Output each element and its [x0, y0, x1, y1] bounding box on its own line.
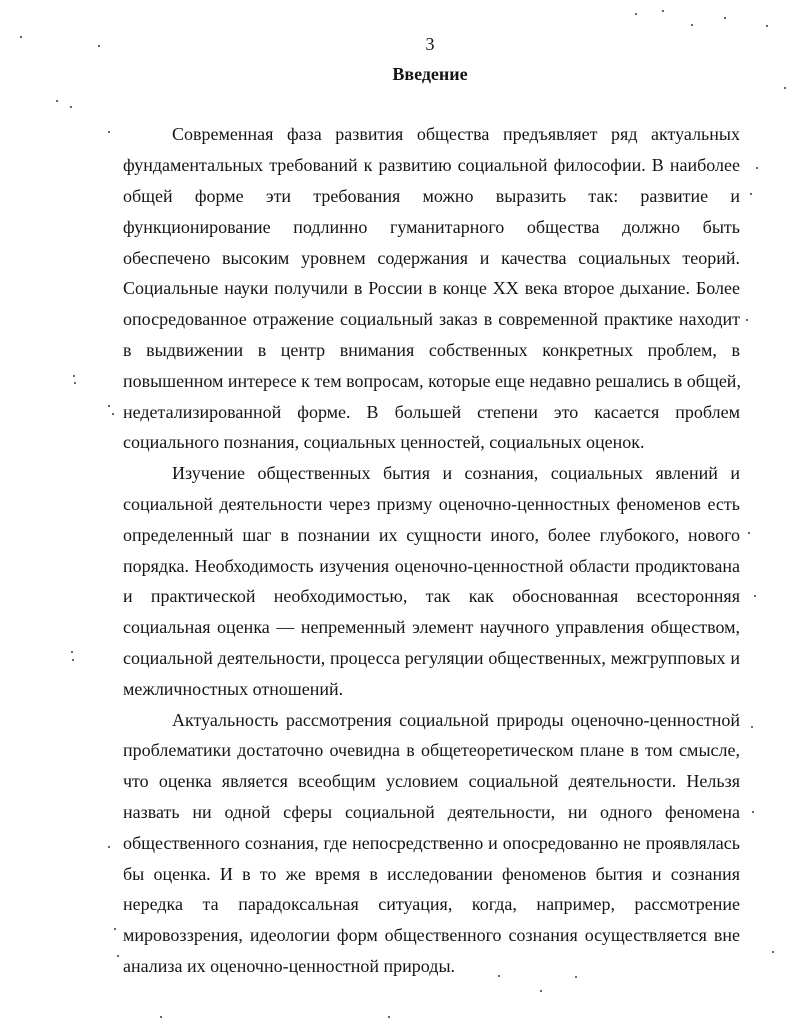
text-line: нередка та парадоксальная ситуация, когда, например, рассмотрение	[123, 894, 740, 914]
scan-speck	[98, 45, 100, 47]
scan-speck	[691, 24, 693, 26]
text-line: социальной деятельности через призму оценочно-ценностных феноменов есть	[123, 494, 740, 514]
text-line: повышенном интересе к тем вопросам, которые еще недавно решались в общей,	[123, 371, 741, 391]
text-line: опосредованное отражение социальный заказ в современной практике находит	[123, 309, 740, 329]
scan-speck	[56, 100, 58, 102]
text-line: бы оценка. И в то же время в исследовании феноменов бытия и сознания	[123, 864, 740, 884]
scan-speck	[772, 951, 774, 953]
text-line: проблематики достаточно очевидна в общетеоретическом плане в том смысле,	[123, 740, 740, 760]
scan-speck	[108, 846, 110, 848]
text-line: порядка. Необходимость изучения оценочно-ценностной области продиктована	[123, 556, 740, 576]
text-line: Актуальность рассмотрения социальной природы оценочно-ценностной	[172, 710, 740, 730]
scan-speck	[108, 405, 110, 407]
text-line: социального познания, социальных ценностей, социальных оценок.	[123, 432, 645, 452]
scan-speck	[108, 131, 110, 133]
scan-speck	[73, 375, 75, 377]
scan-speck	[756, 167, 758, 169]
scan-speck	[71, 651, 73, 653]
text-line: анализа их оценочно-ценностной природы.	[123, 956, 456, 976]
text-line: в выдвижении в центр внимания собственных конкретных проблем, в	[123, 340, 740, 360]
scan-speck	[754, 595, 756, 597]
scan-speck	[635, 13, 637, 15]
scan-speck	[575, 976, 577, 978]
text-line: функционирование подлинно гуманитарного общества должно быть	[123, 217, 740, 237]
scan-speck	[750, 193, 752, 195]
scan-speck	[388, 1016, 390, 1018]
scan-speck	[114, 928, 116, 930]
scan-speck	[498, 975, 500, 977]
text-line: определенный шаг в познании их сущности иного, более глубокого, нового	[123, 525, 740, 545]
text-line: межличностных отношений.	[123, 679, 344, 699]
text-line: Изучение общественных бытия и сознания, социальных явлений и	[172, 463, 740, 483]
text-line: что оценка является всеобщим условием социальной деятельности. Нельзя	[123, 771, 740, 791]
scan-speck	[112, 413, 114, 415]
scan-speck	[540, 990, 542, 992]
text-line: общественного сознания, где непосредственно и опосредованно не проявлялась	[123, 833, 740, 853]
page-number: 3	[425, 34, 435, 54]
scan-speck	[748, 532, 750, 534]
scan-speck	[160, 1016, 162, 1018]
text-line: и практической необходимостью, так как обоснованная всесторонняя	[123, 586, 740, 606]
text-line: фундаментальных требований к развитию социальной философии. В наиболее	[123, 155, 740, 175]
scan-speck	[746, 319, 748, 321]
text-line: мировоззрения, идеологии форм общественного сознания осуществляется вне	[123, 925, 740, 945]
scan-speck	[662, 10, 664, 12]
text-line: недетализированной форме. В большей степени это касается проблем	[123, 402, 740, 422]
text-line: общей форме эти требования можно выразить так: развитие и	[123, 186, 740, 206]
text-line: социальная оценка — непременный элемент научного управления обществом,	[123, 617, 740, 637]
scan-speck	[784, 87, 786, 89]
scan-speck	[751, 726, 753, 728]
scan-speck	[766, 25, 768, 27]
scan-speck	[752, 811, 754, 813]
scan-speck	[70, 106, 72, 108]
text-line: социальной деятельности, процесса регуляции общественных, межгрупповых и	[123, 648, 740, 668]
scan-speck	[724, 17, 726, 19]
scan-speck	[20, 36, 22, 38]
text-line: Современная фаза развития общества предъявляет ряд актуальных	[172, 124, 740, 144]
text-line: обеспечено высоким уровнем содержания и качества социальных теорий.	[123, 248, 740, 268]
scan-speck	[74, 382, 76, 384]
section-heading: Введение	[392, 64, 468, 84]
scan-speck	[72, 659, 74, 661]
text-line: Социальные науки получили в России в конце XX века второе дыхание. Более	[123, 278, 740, 298]
scan-speck	[117, 955, 119, 957]
text-line: назвать ни одной сферы социальной деятельности, ни одного феномена	[123, 802, 740, 822]
